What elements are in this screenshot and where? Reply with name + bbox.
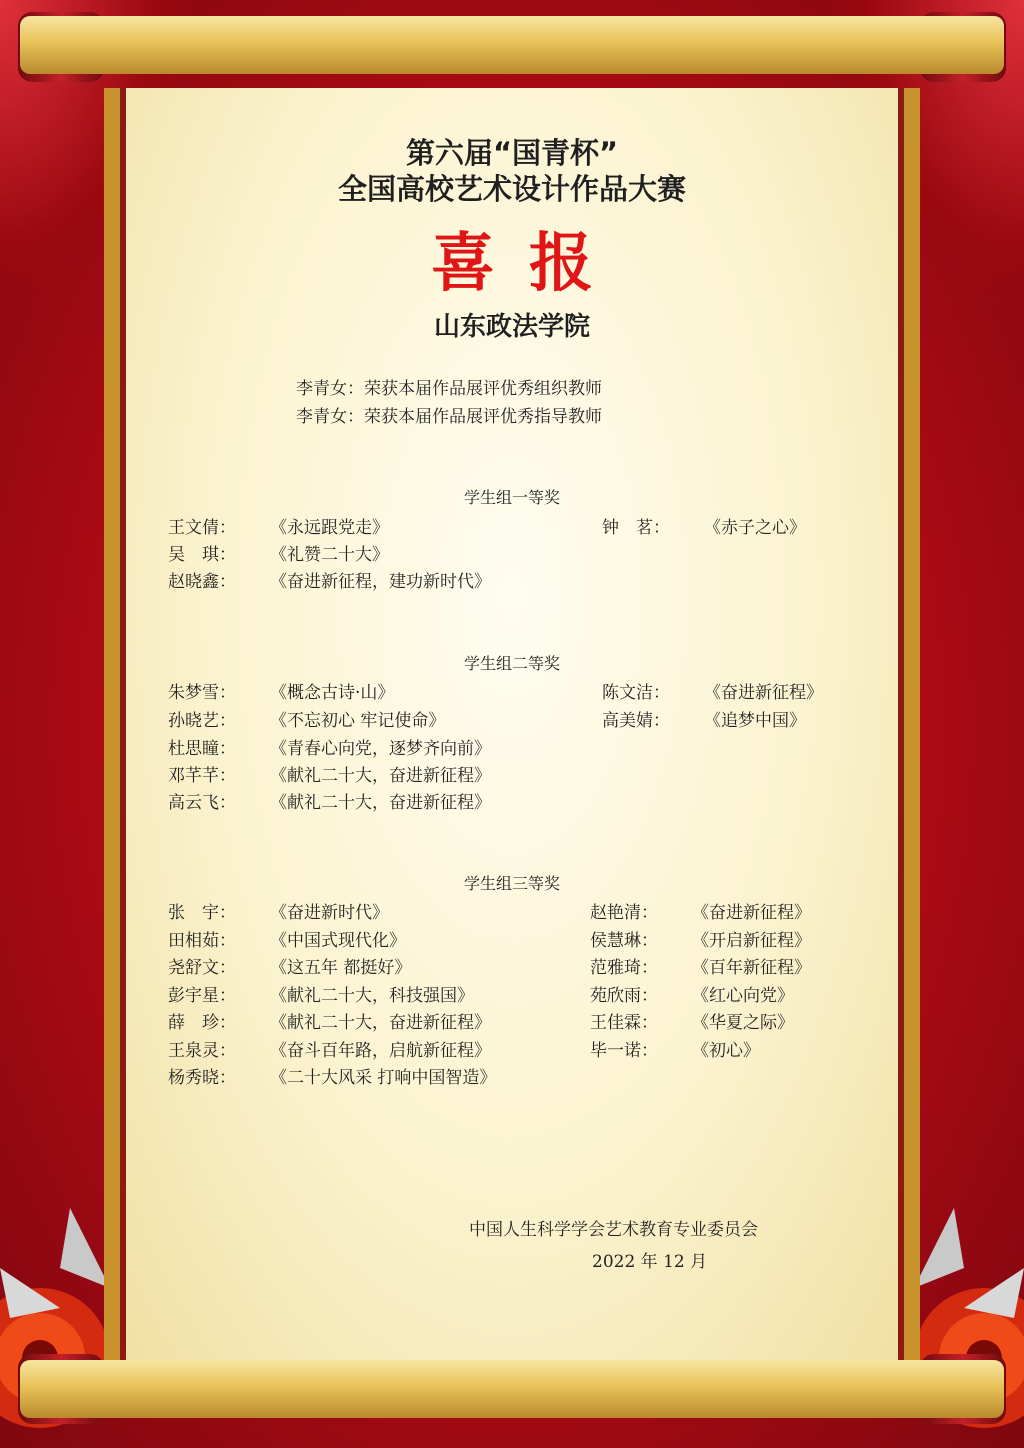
student-name: 王佳霖： xyxy=(590,1013,658,1033)
issuing-organization: 中国人生科学学会艺术教育专业委员会 xyxy=(469,1220,758,1240)
teacher-award: 李青女：荣获本届作品展评优秀组织教师 xyxy=(296,379,602,399)
student-name: 赵晓鑫： xyxy=(168,572,236,592)
work-title: 《奋进新征程》 xyxy=(704,683,823,703)
work-title: 《赤子之心》 xyxy=(704,518,806,538)
student-name: 侯慧琳： xyxy=(590,931,658,951)
work-title: 《奋进新征程》 xyxy=(692,903,811,923)
work-title: 《不忘初心 牢记使命》 xyxy=(270,711,446,731)
student-name: 王文倩： xyxy=(168,518,236,538)
work-title: 《献礼二十大，奋进新征程》 xyxy=(270,793,491,813)
scroll-rod-bottom xyxy=(20,1360,1004,1418)
work-title: 《中国式现代化》 xyxy=(270,931,406,951)
student-name: 高云飞： xyxy=(168,793,236,813)
scroll-rod-top xyxy=(20,16,1004,74)
work-title: 《追梦中国》 xyxy=(704,711,806,731)
student-name: 毕一诺： xyxy=(590,1041,658,1061)
competition-title-line2: 全国高校艺术设计作品大赛 xyxy=(337,172,686,206)
student-name: 钟 茗： xyxy=(602,518,670,538)
work-title: 《献礼二十大，科技强国》 xyxy=(270,986,474,1006)
work-title: 《奋进新征程，建功新时代》 xyxy=(270,572,491,592)
headline-good-news: 喜报 xyxy=(431,227,627,301)
work-title: 《献礼二十大，奋进新征程》 xyxy=(270,766,491,786)
work-title: 《礼赞二十大》 xyxy=(270,545,389,565)
student-name: 王泉灵： xyxy=(168,1041,236,1061)
work-title: 《二十大风采 打响中国智造》 xyxy=(270,1068,497,1088)
work-title: 《青春心向党，逐梦齐向前》 xyxy=(270,739,491,759)
student-name: 彭宇星： xyxy=(168,986,236,1006)
work-title: 《华夏之际》 xyxy=(692,1013,794,1033)
section-title-first-prize: 学生组一等奖 xyxy=(463,488,560,507)
student-name: 杨秀晓： xyxy=(168,1068,236,1088)
section-title-third-prize: 学生组三等奖 xyxy=(463,874,560,893)
student-name: 孙晓艺： xyxy=(168,711,236,731)
work-title: 《开启新征程》 xyxy=(692,931,811,951)
student-name: 陈文洁： xyxy=(602,683,670,703)
work-title: 《初心》 xyxy=(692,1041,760,1061)
student-name: 张 宇： xyxy=(168,903,236,923)
student-name: 范雅琦： xyxy=(590,958,658,978)
student-name: 薛 珍： xyxy=(168,1013,236,1033)
student-name: 杜思瞳： xyxy=(168,739,236,759)
student-name: 尧舒文： xyxy=(168,958,236,978)
student-name: 朱梦雪： xyxy=(168,683,236,703)
work-title: 《奋斗百年路，启航新征程》 xyxy=(270,1041,491,1061)
work-title: 《百年新征程》 xyxy=(692,958,811,978)
work-title: 《概念古诗·山》 xyxy=(270,683,395,703)
student-name: 田相茹： xyxy=(168,931,236,951)
section-title-second-prize: 学生组二等奖 xyxy=(463,654,560,673)
work-title: 《永远跟党走》 xyxy=(270,518,389,538)
teacher-award: 李青女：荣获本届作品展评优秀指导教师 xyxy=(296,407,602,427)
issue-date: 2022 年 12 月 xyxy=(592,1252,708,1272)
school-name: 山东政法学院 xyxy=(433,312,590,342)
work-title: 《奋进新时代》 xyxy=(270,903,389,923)
student-name: 苑欣雨： xyxy=(590,986,658,1006)
student-name: 吴 琪： xyxy=(168,545,236,565)
work-title: 《这五年 都挺好》 xyxy=(270,958,412,978)
work-title: 《献礼二十大，奋进新征程》 xyxy=(270,1013,491,1033)
competition-title-line1: 第六届“国青杯” xyxy=(405,136,619,170)
student-name: 高美婧： xyxy=(602,711,670,731)
work-title: 《红心向党》 xyxy=(692,986,794,1006)
student-name: 赵艳清： xyxy=(590,903,658,923)
student-name: 邓芊芊： xyxy=(168,766,236,786)
